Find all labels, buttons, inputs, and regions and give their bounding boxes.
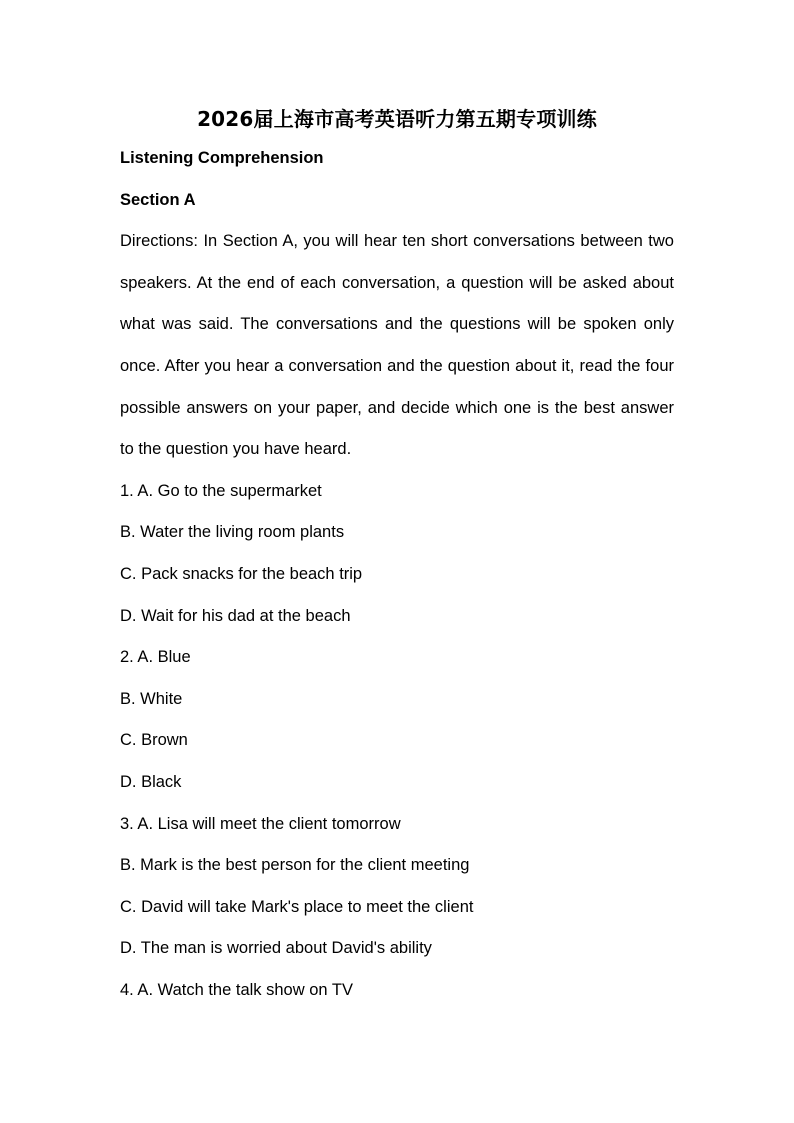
heading-listening-comprehension: Listening Comprehension [120, 149, 324, 167]
question-2-option-d: D. Black [120, 772, 182, 791]
directions-paragraph: Directions: In Section A, you will hear ten short conversations between two speakers. At the end of each conversation, a question will be asked about what was said. The conversations and the questions will be spoken only once. After you hear a conversation and the question about it, read the four possible answers on your paper, and decide which one is the best answer to the question you have heard. [120, 232, 674, 459]
document-body [120, 138, 674, 1011]
question-1-option-c: C. Pack snacks for the beach trip [120, 564, 363, 583]
document-title: 2026届上海市高考英语听力第五期专项训练 [197, 107, 597, 131]
question-2-option-c: C. Brown [120, 731, 188, 750]
heading-section-a: Section A [120, 190, 196, 209]
question-4-option-a: 4. A. Watch the talk show on TV [120, 980, 353, 999]
question-3-option-b: B. Mark is the best person for the client meeting [120, 856, 470, 875]
question-3-option-d: D. The man is worried about David's ability [120, 939, 432, 958]
question-2-option-b: B. White [120, 689, 183, 708]
question-1-option-a: 1. A. Go to the supermarket [120, 481, 322, 500]
question-1-option-b: B. Water the living room plants [120, 523, 345, 542]
question-1-option-d: D. Wait for his dad at the beach [120, 606, 351, 625]
question-3-option-c: C. David will take Mark's place to meet the client [120, 897, 474, 916]
question-3-option-a: 3. A. Lisa will meet the client tomorrow [120, 814, 401, 833]
question-2-option-a: 2. A. Blue [120, 648, 191, 667]
